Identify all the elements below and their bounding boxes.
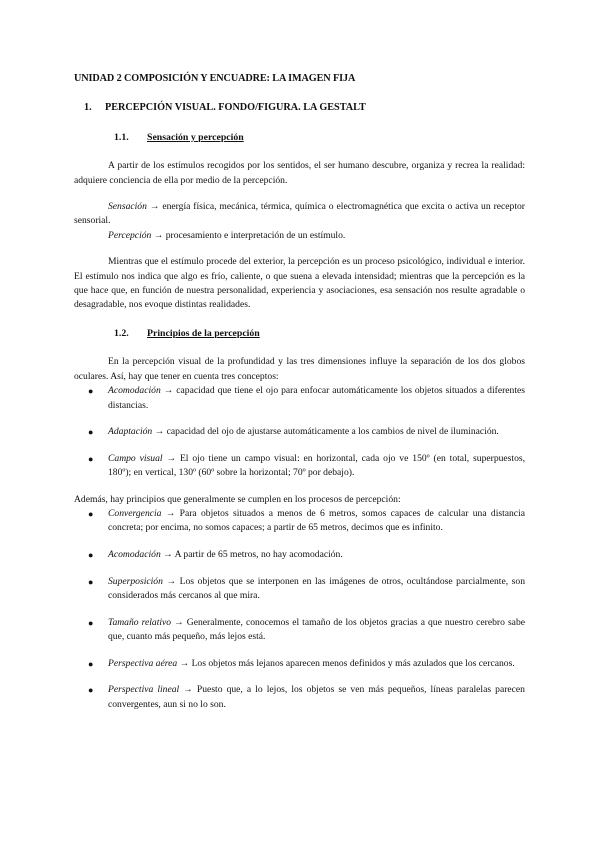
list-item: [74, 507, 525, 536]
item-term: Adaptación: [108, 426, 153, 438]
item-term: Superposición: [108, 575, 163, 587]
paragraph-mientras: Mientras que el estímulo procede del exterior, la percepción es un proceso psicológico, individual e interior. El estímulo nos indica que algo es frío, caliente, o que suena a elevada intensidad; mientras que la percepción es la que hace que, en función de nuestra personalidad, experiencia y asociaciones, esa sensación nos resulte agradable o desagradable, nos evoque distintas realidades.: [74, 256, 525, 311]
list-item: [74, 575, 525, 604]
definition-term: Percepción: [108, 229, 152, 241]
list-item: [74, 548, 525, 562]
paragraph-ademas: Además, hay principios que generalmente se cumplen en los procesos de percepción:: [74, 493, 401, 505]
section-heading-1: [74, 101, 525, 115]
paragraph-intro: A partir de los estímulos recogidos por los sentidos, el ser humano descubre, organiza y recrea la realidad: adquiere conciencia de ella por medio de la percepción.: [74, 160, 525, 186]
item-text: → capacidad que tiene el ojo para enfocar automáticamente los objetos situados a diferentes distancias.: [108, 385, 525, 411]
subsection-number: 1.2.: [114, 327, 129, 339]
subsection-heading-1-2: [74, 327, 525, 341]
bullet-icon: ●: [88, 386, 94, 397]
definition-term: Sensación: [108, 201, 147, 213]
definition-sensacion: [74, 200, 525, 229]
concepts-list: [74, 384, 525, 480]
subsection-number: 1.1.: [114, 131, 129, 143]
list-item: [74, 616, 525, 645]
item-text: → Los objetos más lejanos aparecen menos definidos y más azulados que los cercanos.: [177, 657, 515, 669]
subsection-title: Sensación y percepción: [147, 131, 244, 143]
item-text: → Los objetos que se interponen en las imágenes de otros, ocultándose parcialmente, son considerados más cercanos al que mira.: [108, 575, 525, 601]
list-item: [74, 425, 525, 439]
item-text: → Generalmente, conocemos el tamaño de los objetos gracias a que nuestro cerebro sabe que, cuanto más pequeño, más lejos está.: [108, 616, 525, 642]
definitions-block: [74, 200, 525, 243]
item-term: Convergencia: [108, 507, 162, 519]
bullet-icon: ●: [88, 427, 94, 438]
definition-percepcion: [74, 229, 525, 243]
item-term: Tamaño relativo: [108, 616, 172, 628]
list-item: [74, 452, 525, 481]
subsection-title: Principios de la percepción: [147, 327, 260, 339]
bullet-icon: ●: [88, 508, 94, 519]
bullet-icon: ●: [88, 576, 94, 587]
bullet-icon: ●: [88, 658, 94, 669]
item-term: Campo visual: [108, 452, 163, 464]
item-text: → capacidad del ojo de ajustarse automáticamente a los cambios de nivel de iluminación.: [152, 426, 499, 438]
definition-text: → energía física, mecánica, térmica, química o electromagnética que excita o activa un receptor sensorial.: [74, 201, 525, 227]
item-text: → Para objetos situados a menos de 6 metros, somos capaces de calcular una distancia concreta; por encima, no somos capaces; a partir de 65 metros, decimos que es infinito.: [108, 507, 525, 534]
bullet-icon: ●: [88, 685, 94, 696]
subsection-heading-1-1: [74, 131, 525, 145]
item-text: → Puesto que, a lo lejos, los objetos se ven más pequeños, líneas paralelas parecen convergentes, aun si no lo son.: [108, 684, 525, 710]
list-item: [74, 657, 525, 671]
item-term: Perspectiva lineal: [108, 684, 180, 696]
item-term: Acomodación: [108, 548, 161, 560]
item-term: Perspectiva aérea: [108, 657, 178, 669]
principles-list: [74, 507, 525, 712]
bullet-icon: ●: [88, 617, 94, 628]
list-item: [74, 683, 525, 712]
unit-title: UNIDAD 2 COMPOSICIÓN Y ENCUADRE: LA IMAGEN FIJA: [74, 73, 356, 84]
bullet-icon: ●: [88, 549, 94, 560]
item-text: → A partir de 65 metros, no hay acomodación.: [160, 548, 343, 560]
bullet-icon: ●: [88, 453, 94, 464]
item-text: → El ojo tiene un campo visual: en horizontal, cada ojo ve 150º (en total, superpuestos, 180º); en vertical, 130º (60º sobre la horizontal; 70º por debajo).: [108, 452, 525, 479]
paragraph-profundidad: En la percepción visual de la profundidad y las tres dimensiones influye la separación de los dos globos oculares. Así, hay que tener en cuenta tres conceptos:: [74, 356, 525, 382]
item-term: Acomodación: [108, 385, 161, 397]
section-number: 1.: [84, 102, 92, 114]
list-item: [74, 384, 525, 413]
section-title: PERCEPCIÓN VISUAL. FONDO/FIGURA. LA GESTALT: [105, 102, 366, 114]
definition-text: → procesamiento e interpretación de un estímulo.: [151, 229, 346, 241]
